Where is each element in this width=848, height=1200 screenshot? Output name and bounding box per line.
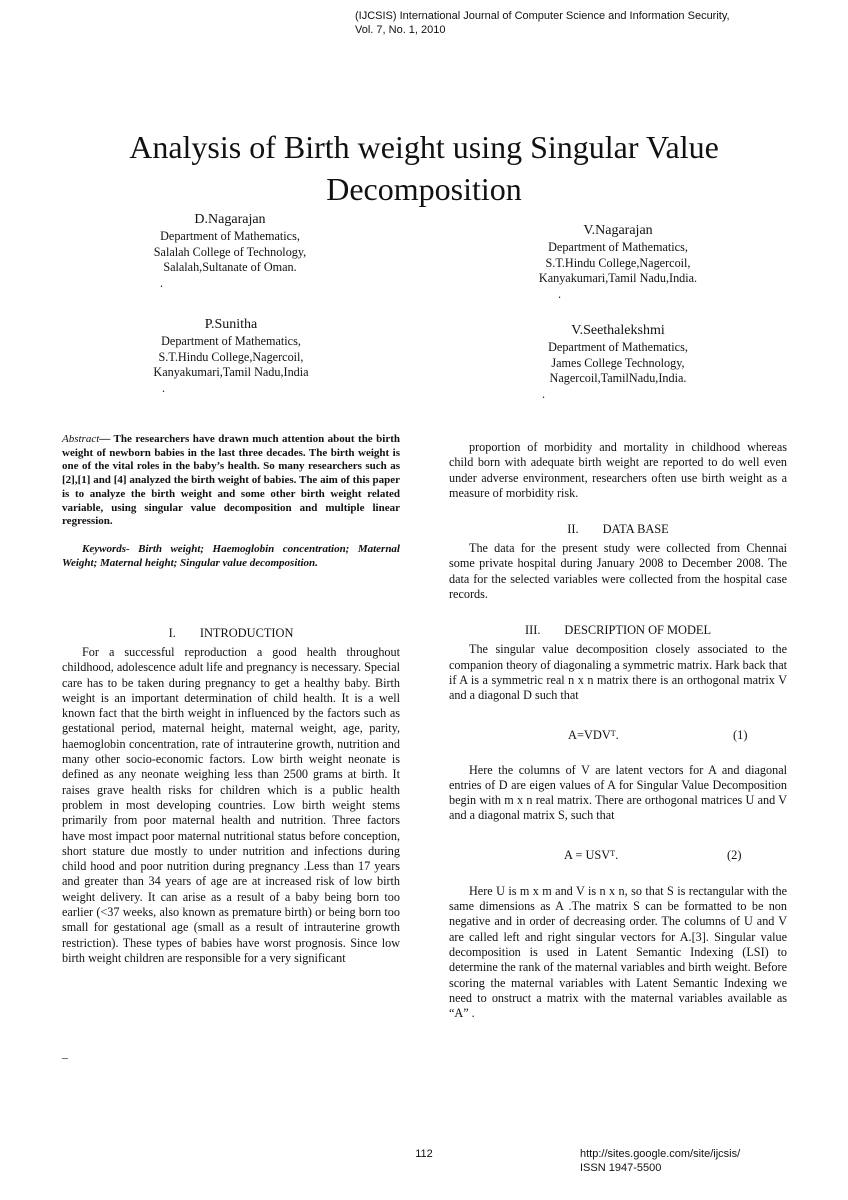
section-heading-database (449, 521, 787, 537)
model-paragraph-3: Here U is m x m and V is n x n, so that S is rectangular with the same dimensions as A .The matrix S can be formatted to be non negative and in order of decreasing order. The columns of U and V are called left and right singular vectors for A.[3]. Singular value decomposition is used in Latent Semantic Indexing (LSI) to determine the rank of the maternal variables and birth weight. Before scoring the maternal variables with Latent Semantic Indexing we need to onstruct a matrix with the maternal variables available as “A” . (449, 883, 787, 1021)
section-number: III. (524, 623, 541, 638)
journal-name: (IJCSIS) International Journal of Computer Science and Information Security, (355, 10, 730, 22)
author-block-2 (518, 222, 718, 301)
equation-expression (564, 848, 618, 863)
author-affiliation: Kanyakumari,Tamil Nadu,India. (538, 271, 698, 285)
page-number: 112 (415, 1148, 433, 1160)
introduction-continued: proportion of morbidity and mortality in childhood whereas child born with adequate birth weight are reported to do well even under adverse environment, researchers often use birth weight as a measure of morbidity risk. (449, 440, 787, 500)
section-heading-model (449, 622, 787, 638)
abstract (62, 433, 400, 529)
title-line-1: Analysis of Birth weight using Singular Value (129, 129, 719, 165)
equation-tail: . (615, 727, 619, 742)
section-heading-introduction (62, 625, 400, 641)
author-name: V.Seethalekshmi (571, 323, 665, 338)
author-name: P.Sunitha (204, 317, 258, 332)
author-affiliation: Department of Mathematics, (548, 240, 688, 254)
footnote-mark: _ (62, 1046, 68, 1060)
author-block-3 (136, 316, 326, 395)
author-block-4 (528, 322, 708, 401)
author-affiliation: Department of Mathematics, (548, 340, 688, 354)
journal-volume: Vol. 7, No. 1, 2010 (355, 24, 446, 36)
section-number: I. (168, 626, 176, 640)
equation-superscript: T (610, 848, 616, 858)
journal-url[interactable]: http://sites.google.com/site/ijcsis/ (580, 1148, 741, 1160)
author-affiliation: Kanyakumari,Tamil Nadu,India (153, 365, 309, 379)
title-line-2: Decomposition (326, 171, 522, 207)
author-name: V.Nagarajan (583, 223, 653, 238)
paper-title (0, 126, 848, 210)
author-affiliation: Salalah College of Technology, (153, 244, 307, 259)
introduction-text: For a successful reproduction a good health throughout childhood, adolescence adult life and pregnancy is necessary. Special care has to be taken during pregnancy to get a healthy baby. Birth weight is an important determination of child health. It is a well known fact that the birth weight in influenced by the factors such as gestational period, maternal height, maternal weight, age, parity, haemoglobin concentration, rate of intrauterine growth, nutrition and many other socio-economic factors. Low birth weight neonate is defined as any neonate weighing less than 2500 grams at birth. It raises grave health risks for children which is a public health problem in most developing countries. Low birth weight stems primarily from poor maternal health and nutrition. Three factors have most impact poor maternal nutritional status before conception, short stature due mostly to under nutrition and infections during child hood and poor nutrition during pregnancy .Less than 17 years and greater than 34 years of age are at increased risk of low birth weight delivery. It can arise as a result of a baby being born too earlier (<37 weeks, also known as premature birth) or being born too small for gestational age (small as a result of intrauterine growth restriction). These types of babies have worst prognosis. Since low birth weight children are responsible for a very significant (62, 645, 400, 965)
abstract-text: — The researchers have drawn much attention about the birth weight of newborn babies in the last three decades. The birth weight is one of the vital roles in the baby’s health. So many researchers such as [2],[1] and [4] analyzed the birth weight of babies. The aim of this paper is to analyze the birth weight and some other birth weight related variable, using singular value decomposition and multiple linear regression. (62, 433, 400, 528)
author-name: D.Nagarajan (194, 212, 266, 227)
right-column (449, 440, 787, 1021)
section-number: II. (567, 522, 579, 537)
author-affiliation: S.T.Hindu College,Nagercoil, (545, 255, 691, 270)
equation-body: A=VDV (568, 727, 611, 742)
equation-body: A = USV (564, 847, 611, 862)
equation-number: (1) (733, 727, 748, 742)
author-dot: . (160, 275, 164, 290)
author-affiliation: James College Technology, (551, 355, 685, 370)
keywords (62, 543, 400, 570)
database-text: The data for the present study were collected from Chennai some private hospital during January 2008 to December 2008. The data for the selected variables were collected from the hospital case records. (449, 541, 787, 602)
author-dot: . (542, 386, 546, 401)
author-block-1 (140, 211, 320, 290)
section-title: DATA BASE (602, 522, 669, 537)
equation-tail: . (615, 847, 619, 862)
model-paragraph-2: Here the columns of V are latent vectors for A and diagonal entries of D are eigen values of A for Singular Value Decomposition begin with m x n real matrix. There are orthogonal matrices U and V and a diagonal matrix S, such that (449, 762, 787, 823)
author-affiliation: Nagercoil,TamilNadu,India. (549, 371, 687, 385)
author-affiliation: Department of Mathematics, (161, 334, 301, 348)
keywords-label: Keywords- (82, 542, 130, 555)
equation-number: (2) (727, 847, 742, 862)
abstract-block (62, 433, 400, 570)
footer-info (580, 1147, 740, 1175)
section-title: INTRODUCTION (199, 626, 294, 640)
author-affiliation: S.T.Hindu College,Nagercoil, (158, 349, 304, 364)
equation-2 (449, 848, 787, 866)
abstract-label: Abstract (62, 433, 100, 445)
section-title: DESCRIPTION OF MODEL (564, 623, 712, 638)
issn: ISSN 1947-5500 (580, 1162, 662, 1174)
introduction-section (62, 625, 400, 966)
equation-expression (568, 728, 619, 743)
author-dot: . (162, 380, 166, 395)
author-affiliation: Department of Mathematics, (160, 229, 300, 243)
journal-header (355, 9, 730, 37)
equation-1 (449, 728, 787, 746)
author-affiliation: Salalah,Sultanate of Oman. (163, 260, 297, 274)
model-paragraph-1: The singular value decomposition closely associated to the companion theory of diagonaling a symmetric matrix. Hark back that if A is a symmetric real n x n matrix there is an orthogonal matrix V and a diagonal D such that (449, 642, 787, 703)
keywords-text: Birth weight; Haemoglobin concentration; Maternal Weight; Maternal height; Singular value decomposition. (62, 542, 400, 569)
author-dot: . (558, 286, 562, 301)
equation-superscript: T (610, 728, 616, 738)
